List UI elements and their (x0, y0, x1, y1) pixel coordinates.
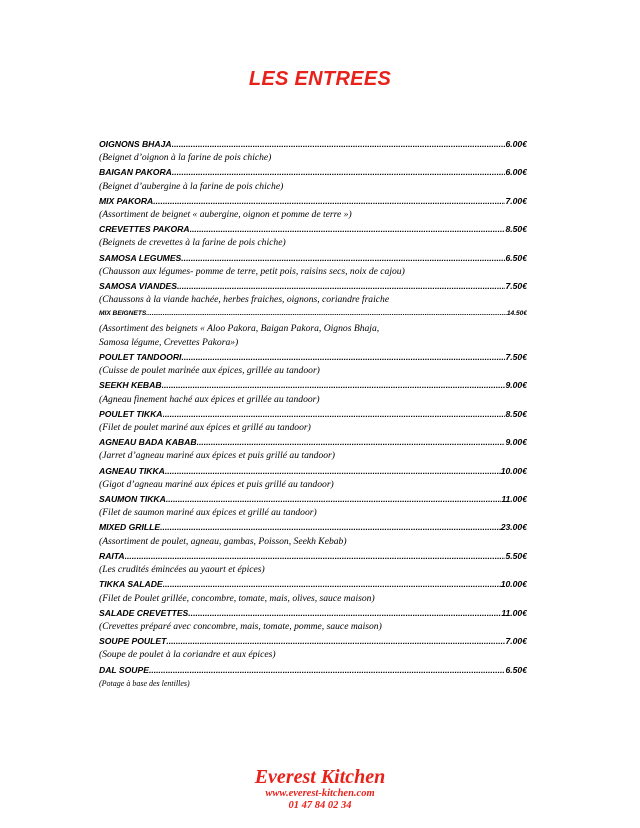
menu-item-price: 8.50€ (505, 408, 527, 419)
menu-item-name: POULET TIKKA (99, 408, 163, 419)
menu-item-description (99, 293, 527, 307)
dot-leader (188, 606, 501, 620)
menu-item (99, 194, 527, 222)
dot-leader (160, 520, 501, 534)
description-line: (Potage à base des lentilles) (99, 678, 190, 688)
menu-item (99, 520, 527, 548)
menu-item-description (99, 677, 527, 691)
description-line: (Beignet d’oignon à la farine de pois chiche) (99, 152, 272, 164)
menu-item-description (99, 151, 527, 165)
menu-item-description (99, 322, 527, 350)
menu-item-header (99, 606, 527, 620)
menu-item (99, 435, 527, 463)
menu-item (99, 663, 527, 691)
menu-item-name: TIKKA SALADE (99, 579, 163, 590)
menu-item-header (99, 492, 527, 506)
menu-item-description (99, 364, 527, 378)
description-line: (Beignet d’aubergine à la farine de pois chiche) (99, 180, 284, 192)
restaurant-name: Everest Kitchen (254, 766, 386, 788)
description-line: (Agneau finement haché aux épices et grillée au tandoor) (99, 393, 320, 405)
menu-item (99, 350, 527, 378)
menu-item (99, 577, 527, 605)
menu-item-price: 9.00€ (505, 437, 527, 448)
description-line: (Filet de poulet mariné aux épices et grillé au tandoor) (99, 422, 311, 434)
menu-item-header (99, 663, 527, 677)
menu-item-price: 6.50€ (505, 664, 527, 675)
menu-item (99, 251, 527, 279)
description-line: (Gigot d’agneau mariné aux épices et puis grillé au tandoor) (99, 478, 334, 490)
dot-leader (190, 222, 506, 236)
dot-leader (153, 194, 505, 208)
description-line: (Les crudités émincées au yaourt et épices) (99, 564, 265, 576)
description-line: (Soupe de poulet à la coriandre et aux épices) (99, 649, 276, 661)
menu-item-description (99, 393, 527, 407)
menu-item-description (99, 478, 527, 492)
menu-item (99, 464, 527, 492)
menu-item-description (99, 620, 527, 634)
menu-item (99, 222, 527, 250)
menu-item-name: AGNEAU TIKKA (99, 465, 165, 476)
menu-item-price: 6.00€ (505, 139, 527, 149)
menu-item-name: RAITA (99, 550, 125, 561)
menu-item-price: 6.50€ (505, 252, 527, 263)
menu-item-header (99, 194, 527, 208)
dot-leader (165, 464, 501, 478)
menu-item-header (99, 350, 527, 364)
menu-item-header (99, 464, 527, 478)
menu-item-header (99, 435, 527, 449)
dot-leader (163, 577, 501, 591)
dot-leader (177, 279, 505, 293)
description-line: (Cuisse de poulet marinée aux épices, grillée au tandoor) (99, 365, 320, 377)
phone-number: 01 47 84 02 34 (288, 800, 352, 811)
menu-item-name: SAMOSA VIANDES (99, 281, 177, 292)
menu-item-name: CREVETTES PAKORA (99, 224, 190, 235)
description-line: Samosa légume, Crevettes Pakora») (99, 336, 239, 348)
menu-item-price: 14.50€ (506, 310, 527, 318)
menu-item-price: 5.50€ (505, 550, 527, 561)
menu-item-header (99, 222, 527, 236)
menu-item-name: MIX BEIGNETS (99, 310, 147, 318)
menu-item-header (99, 378, 527, 392)
website-link[interactable]: www.everest-kitchen.com (265, 788, 375, 799)
menu-item-price: 7.00€ (505, 195, 527, 206)
dot-leader (172, 137, 506, 151)
menu-item-name: MIXED GRILLE (99, 522, 161, 533)
menu-item-header (99, 577, 527, 591)
dot-leader (146, 307, 507, 321)
menu-item (99, 165, 527, 193)
menu-item-header (99, 165, 527, 179)
menu-item-header (99, 307, 527, 321)
menu-item-name: POULET TANDOORI (99, 352, 182, 363)
menu-item (99, 549, 527, 577)
menu-item (99, 492, 527, 520)
dot-leader (163, 407, 506, 421)
description-line: (Assortiment des beignets « Aloo Pakora, Baigan Pakora, Oignos Bhaja, (99, 322, 380, 334)
description-line: (Beignets de crevettes à la farine de pois chiche) (99, 237, 286, 249)
description-line: (Assortiment de beignet « aubergine, oignon et pomme de terre ») (99, 209, 352, 221)
menu-item-name: SOUPE POULET (99, 636, 167, 647)
menu-item-header (99, 549, 527, 563)
dot-leader (162, 378, 506, 392)
menu-item-price: 11.00€ (501, 607, 527, 618)
dot-leader (181, 350, 505, 364)
menu-item-description (99, 592, 527, 606)
menu-item-name: SEEKH KEBAB (99, 380, 162, 391)
menu-item-price: 7.50€ (505, 281, 527, 292)
menu-item-description (99, 563, 527, 577)
menu-list (99, 137, 527, 691)
menu-item-description (99, 265, 527, 279)
description-line: (Filet de saumon mariné aux épices et grillé au tandoor) (99, 507, 317, 519)
description-line: (Jarret d’agneau mariné aux épices et puis grillé au tandoor) (99, 450, 335, 462)
description-line: (Assortiment de poulet, agneau, gambas, Poisson, Seekh Kebab) (99, 535, 347, 547)
menu-item-header (99, 279, 527, 293)
menu-item-description (99, 180, 527, 194)
footer (0, 766, 640, 812)
dot-leader (125, 549, 506, 563)
menu-item-price: 10.00€ (500, 579, 527, 590)
menu-item-header (99, 634, 527, 648)
menu-item-name: DAL SOUPE (99, 664, 149, 675)
menu-item-name: MIX PAKORA (99, 195, 154, 206)
dot-leader (197, 435, 506, 449)
menu-item-name: AGNEAU BADA KABAB (99, 437, 197, 448)
menu-item-price: 6.00€ (505, 167, 527, 178)
menu-item-name: SAMOSA LEGUMES (99, 252, 182, 263)
menu-item-price: 8.50€ (505, 224, 527, 235)
menu-item-description (99, 506, 527, 520)
menu-item (99, 137, 527, 165)
menu-item-header (99, 137, 527, 151)
menu-item-price: 10.00€ (500, 465, 527, 476)
menu-item-price: 7.50€ (505, 352, 527, 363)
menu-item-description (99, 449, 527, 463)
menu-item-header (99, 520, 527, 534)
dot-leader (166, 492, 502, 506)
menu-item-header (99, 407, 527, 421)
dot-leader (181, 251, 505, 265)
menu-item (99, 307, 527, 350)
menu-item (99, 606, 527, 634)
menu-item-name: SALADE CREVETTES (99, 607, 189, 618)
page-title: LES ENTREES (248, 68, 392, 90)
menu-item (99, 378, 527, 406)
menu-item-header (99, 251, 527, 265)
menu-item-description (99, 208, 527, 222)
menu-item-price: 23.00€ (500, 522, 527, 533)
description-line: (Filet de Poulet grillée, concombre, tomate, mais, olives, sauce maison) (99, 592, 375, 604)
menu-item-price: 7.00€ (505, 636, 527, 647)
menu-item-description (99, 421, 527, 435)
description-line: (Chausson aux légumes- pomme de terre, petit pois, raisins secs, noix de cajou) (99, 265, 405, 277)
menu-item-description (99, 535, 527, 549)
menu-item-name: BAIGAN PAKORA (99, 167, 172, 178)
description-line: (Crevettes préparé avec concombre, mais, tomate, pomme, sauce maison) (99, 620, 382, 632)
menu-item-name: OIGNONS BHAJA (99, 139, 172, 149)
menu-item-description (99, 648, 527, 662)
menu-item-description (99, 236, 527, 250)
dot-leader (172, 165, 506, 179)
description-line: (Chaussons à la viande hachée, herbes fraiches, oignons, coriandre fraiche (99, 294, 390, 306)
menu-item-name: SAUMON TIKKA (99, 494, 166, 505)
menu-item (99, 279, 527, 307)
dot-leader (166, 634, 505, 648)
menu-item-price: 11.00€ (501, 494, 527, 505)
menu-item (99, 407, 527, 435)
menu-item (99, 634, 527, 662)
menu-item-price: 9.00€ (505, 380, 527, 391)
dot-leader (149, 663, 506, 677)
